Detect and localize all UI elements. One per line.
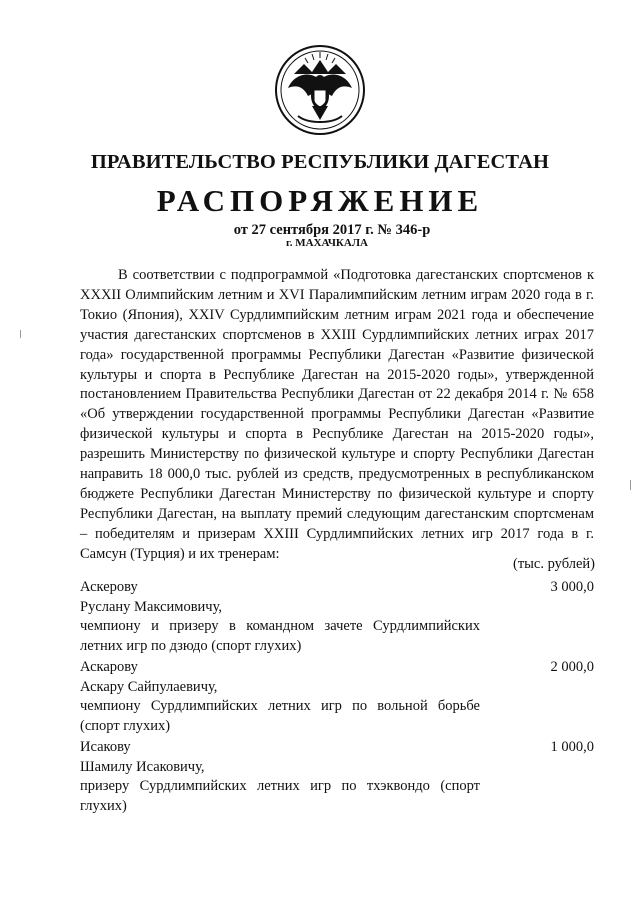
recipient-entry <box>80 658 594 736</box>
recipient-amount: 3 000,0 <box>550 579 594 595</box>
government-name: ПРАВИТЕЛЬСТВО РЕСПУБЛИКИ ДАГЕСТАН <box>90 151 550 173</box>
recipient-description: чемпиону и призеру в командном зачете Сурдлимпийских летних игр по дзюдо (спорт глухих) <box>80 618 480 654</box>
document-city: г. МАХАЧКАЛА <box>286 237 368 249</box>
recipient-surname: Аскарову <box>80 659 138 675</box>
recipient-surname: Исакову <box>80 739 131 755</box>
recipient-amount: 2 000,0 <box>550 659 594 675</box>
recipient-amount: 1 000,0 <box>550 739 594 755</box>
recipient-description: чемпиону Сурдлимпийских летних игр по вольной борьбе (спорт глухих) <box>80 698 480 734</box>
recipient-description: призеру Сурдлимпийских летних игр по тхэквондо (спорт глухих) <box>80 778 480 814</box>
recipient-given-name: Руслану Максимовичу, <box>80 598 223 615</box>
scan-mark <box>630 480 631 490</box>
recipient-given-name: Аскару Сайпулаевичу, <box>80 678 218 695</box>
main-paragraph: В соответствии с подпрограммой «Подготовка дагестанских спортсменов к XXXII Олимпийским летним и XVI Паралимпийским летним играм 2020 года в г. Токио (Япония), XXIV Сурдлимпийским летним играм 2021 года и обеспечение участия дагестанских спортсменов в XXIII Сурдлимпийских летних играх 2017 года» государственной программы Республики Дагестан «Развитие физической культуры и спорта в Республике Дагестан на 2015-2020 годы», утвержденной постановлением Правительства Республики Дагестан от 22 декабря 2014 г. № 658 «Об утверждении государственной программы Республики Дагестан «Развитие физической культуры и спорта в Республике Дагестан на 2015-2020 годы», разрешить Министерству по физической культуре и спорту Республики Дагестан направить 18 000,0 тыс. рублей из средств, предусмотренных в республиканском бюджете Республики Дагестан Министерству по физической культуре и спорту Республики Дагестан, на выплату премий следующим дагестанским спортсменам – победителям и призерам XXIII Сурдлимпийских летних игр 2017 года в г. Самсун (Турция) и их тренерам: <box>80 267 594 562</box>
currency-unit-label: (тыс. рублей) <box>513 556 595 572</box>
recipient-surname: Аскерову <box>80 579 138 595</box>
recipient-entry <box>80 578 594 656</box>
recipient-given-name: Шамилу Исаковичу, <box>80 758 205 775</box>
document-type-title: РАСПОРЯЖЕНИЕ <box>156 183 484 218</box>
recipient-entry <box>80 738 594 816</box>
scan-mark <box>20 330 21 338</box>
document-date-number: от 27 сентября 2017 г. № 346-р <box>233 222 431 238</box>
coat-of-arms-icon <box>274 44 366 136</box>
